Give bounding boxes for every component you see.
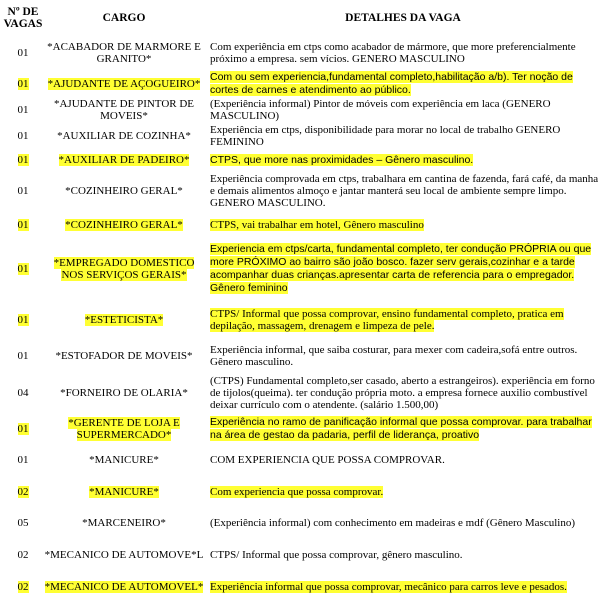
job-title-text: *ACABADOR DE MARMORE E GRANITO* [47, 40, 201, 65]
job-title [44, 538, 204, 572]
job-title-text: *COZINHEIRO GERAL* [65, 219, 183, 231]
job-title-text: *COZINHEIRO GERAL* [65, 185, 183, 197]
vacancy-count [2, 212, 44, 238]
job-title [44, 122, 204, 150]
job-details [204, 71, 602, 97]
vacancy-count [2, 300, 44, 340]
job-details-text: Experiência em ctps, disponibilidade para morar no local de trabalho GENERO FEMININO [210, 124, 561, 148]
vacancy-count [2, 150, 44, 170]
job-title [44, 170, 204, 212]
vacancy-count-text: 01 [17, 130, 29, 142]
vacancy-count [2, 238, 44, 300]
vacancy-count [2, 476, 44, 508]
job-details-text: COM EXPERIENCIA QUE POSSA COMPROVAR. [210, 454, 445, 466]
table-row [2, 300, 602, 340]
job-title [44, 340, 204, 372]
job-details-text: (Experiência informal) com conhecimento em madeiras e mdf (Gênero Masculino) [210, 517, 575, 529]
job-details-text: CTPS, vai trabalhar em hotel, Gênero masculino [210, 219, 424, 231]
vacancy-count-text: 02 [17, 549, 29, 561]
job-title [44, 238, 204, 300]
table-row [2, 97, 602, 122]
table-row [2, 508, 602, 538]
vacancy-count-text: 01 [17, 103, 29, 116]
job-title [44, 34, 204, 71]
vacancy-count [2, 414, 44, 444]
vacancy-count-text: 04 [17, 387, 29, 399]
job-title [44, 414, 204, 444]
table-row [2, 444, 602, 476]
job-details [204, 34, 602, 71]
table-row [2, 572, 602, 602]
vacancy-count-text: 01 [17, 314, 29, 326]
vacancy-count-text: 02 [17, 486, 29, 498]
vacancy-count-text: 01 [17, 263, 29, 275]
table-row [2, 71, 602, 97]
job-title-text: *AJUDANTE DE AÇOGUEIRO* [47, 78, 201, 90]
job-title-text: *EMPREGADO DOMESTICO NOS SERVIÇOS GERAIS* [53, 257, 195, 281]
vacancy-count-text: 05 [17, 517, 29, 529]
job-title-text: *AUXILIAR DE COZINHA* [57, 130, 191, 142]
vacancy-count [2, 572, 44, 602]
job-title [44, 150, 204, 170]
job-details [204, 150, 602, 170]
header-qty: Nº DE VAGAS [3, 6, 43, 30]
vacancy-count [2, 508, 44, 538]
job-title [44, 212, 204, 238]
job-details [204, 212, 602, 238]
job-details [204, 414, 602, 444]
job-title-text: *AUXILIAR DE PADEIRO* [58, 154, 190, 166]
job-details-text: Com ou sem experiencia,fundamental completo,habilitação a/b). Ter noção de cortes de carnes e atendimento ao público. [210, 71, 573, 96]
job-title-text: *AJUDANTE DE PINTOR DE MOVEIS* [53, 97, 195, 122]
table-row [2, 372, 602, 414]
job-title [44, 572, 204, 602]
table-header [2, 2, 602, 34]
job-details-text: Com experiencia que possa comprovar. [210, 486, 384, 498]
table-row [2, 170, 602, 212]
job-details [204, 170, 602, 212]
job-title-text: *ESTETICISTA* [84, 314, 164, 326]
job-details-text: CTPS/ Informal que possa comprovar, ensino fundamental completo, pratica em depilação, massagem, drenagem e limpeza de pele. [210, 308, 564, 332]
job-title-text: *FORNEIRO DE OLARIA* [60, 387, 188, 399]
header-cargo: CARGO [102, 12, 146, 24]
table-body [2, 34, 602, 602]
job-title-text: *MANICURE* [89, 486, 159, 498]
table-row [2, 340, 602, 372]
job-details-text: Com experiência em ctps como acabador de mármore, que more preferencialmente próximo a empresa. sem vícios. GENERO MASCULINO [210, 40, 576, 65]
job-details [204, 372, 602, 414]
vacancy-count [2, 170, 44, 212]
job-title [44, 444, 204, 476]
job-title [44, 372, 204, 414]
header-detalhes: DETALHES DA VAGA [345, 12, 461, 24]
job-details-text: CTPS, que more nas proximidades – Gênero masculino. [210, 153, 474, 166]
vacancy-count [2, 444, 44, 476]
table-row [2, 150, 602, 170]
job-details-text: Experiência informal que possa comprovar, mecânico para carros leve e pesados. [210, 581, 567, 593]
table-row [2, 122, 602, 150]
vacancy-count [2, 372, 44, 414]
job-title-text: *MANICURE* [89, 454, 159, 466]
vacancy-count-text: 01 [17, 350, 29, 362]
job-title-text: *MECANICO DE AUTOMOVEL* [44, 581, 204, 593]
job-details-text: Experiencia em ctps/carta, fundamental completo, ter condução PRÓPRIA ou que more PRÓXIMO ao bairro são joão bosco. fazer serv gerais,cozinhar e a tarde acompanhar duas crianças.apresentar carta de referencia para o empregador. Gênero feminino [210, 243, 592, 294]
job-title [44, 476, 204, 508]
job-details [204, 476, 602, 508]
job-details [204, 538, 602, 572]
job-title [44, 71, 204, 97]
job-details-text: (Experiência informal) Pintor de móveis com experiência em laca (GENERO MASCULINO) [210, 97, 551, 122]
job-title [44, 300, 204, 340]
job-details-text: (CTPS) Fundamental completo,ser casado, aberto a estrangeiros). experiência em forno de tijolos(queima). ter condução própria moto. a empresa fornece auxilio combustível deixar currículo com o atendente. (salário 1.500,00) [210, 375, 595, 411]
vacancy-count-text: 01 [17, 423, 29, 435]
job-details-text: CTPS/ Informal que possa comprovar, gênero masculino. [210, 549, 463, 561]
table-row [2, 34, 602, 71]
vacancy-count-text: 01 [17, 219, 29, 231]
vacancy-count [2, 538, 44, 572]
job-details [204, 340, 602, 372]
header-row [2, 2, 602, 34]
job-details [204, 572, 602, 602]
vacancy-count [2, 97, 44, 122]
job-details-text: Experiência informal, que saiba costurar, para mexer com cadeira,sofá entre outros. Gênero masculino. [210, 344, 578, 368]
vacancy-count-text: 01 [17, 154, 29, 166]
job-title-text: *ESTOFADOR DE MOVEIS* [55, 350, 193, 362]
vacancy-count-text: 01 [17, 46, 29, 59]
table-row [2, 238, 602, 300]
job-details [204, 97, 602, 122]
job-details [204, 122, 602, 150]
job-vacancies-table [2, 2, 602, 602]
job-details-text: Experiência comprovada em ctps, trabalhara em cantina de fazenda, fará café, da manha e demais alimentos almoço e jantar manterá seu local de ambiente sempre limpo. GENERO MASCULINO. [210, 173, 599, 209]
vacancy-count-text: 01 [17, 78, 29, 90]
vacancy-count [2, 71, 44, 97]
job-details [204, 508, 602, 538]
job-title-text: *GERENTE DE LOJA E SUPERMERCADO* [68, 417, 180, 441]
table-row [2, 212, 602, 238]
job-title [44, 97, 204, 122]
job-details [204, 238, 602, 300]
vacancy-count-text: 01 [17, 454, 29, 466]
table-row [2, 476, 602, 508]
job-title-text: *MECANICO DE AUTOMOVE*L [44, 549, 204, 561]
vacancy-count-text: 02 [17, 581, 29, 593]
vacancy-count-text: 01 [17, 185, 29, 197]
job-details [204, 300, 602, 340]
vacancy-count [2, 340, 44, 372]
table-row [2, 414, 602, 444]
job-title-text: *MARCENEIRO* [82, 517, 166, 529]
job-details-text: Experiência no ramo de panificação informal que possa comprovar. para trabalhar na área de gestao da padaria, perfil de liderança, proativo [210, 416, 592, 441]
table-row [2, 538, 602, 572]
job-title [44, 508, 204, 538]
job-details [204, 444, 602, 476]
vacancy-count [2, 34, 44, 71]
vacancy-count [2, 122, 44, 150]
